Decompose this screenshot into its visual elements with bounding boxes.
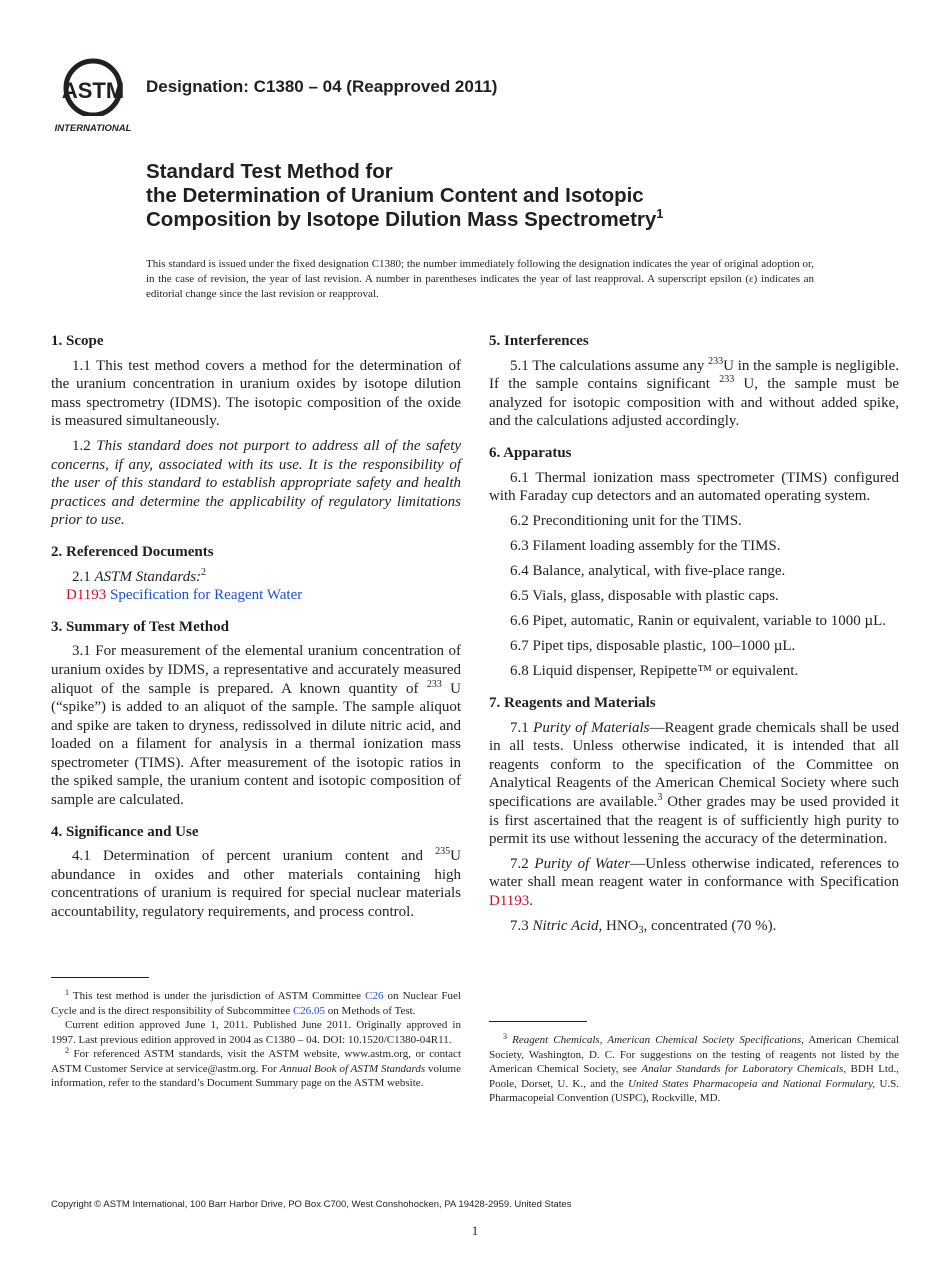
footnote-text: American Chemical Society, Washington, D. C. For suggestions on the testing of reagents not listed by the American Chemical Society, see — [489, 1034, 899, 1075]
summary-text-a: 3.1 For measurement of the elemental uranium concentration of uranium oxides by IDMS, a representative and accurately measured aliquot of the sample is prepared. A known quantity of — [51, 643, 461, 697]
section-heading-significance: 4. Significance and Use — [51, 823, 199, 840]
referenced-item-2-1 — [51, 568, 461, 587]
footnote-text: U.S. Pharmacopeial Convention (USPC), Rockville, MD. — [489, 1077, 900, 1104]
footnote-mark: 2 — [201, 566, 207, 578]
page-number: 1 — [471, 1223, 479, 1238]
summary-text-b: U (“spike”) is added to an aliquot of the sample. The sample aliquot and spike are taken to dryness, redissolved in dilute nitric acid, and loaded on a filament for analysis in a thermal ionization mass spectrometer (TIMS). After measurement of the isotopic ratios in the spiked sample, the uranium content and isotopic composition of sample are calculated. — [51, 680, 461, 809]
paragraph-number: 7.2 — [510, 855, 535, 872]
isotope-sup: 233 — [708, 355, 724, 367]
footnote-text: on Nuclear Fuel Cycle and is the direct responsibility of Subcommittee — [51, 990, 461, 1017]
reagents-text-b: Other grades may be used provided it is first ascertained that the reagent is of sufficiently high purity to permit its use without lessening the accuracy of the determination. — [489, 794, 899, 848]
d1193-link[interactable]: D1193 — [489, 892, 530, 909]
formula-text: HNO — [602, 917, 639, 934]
nitric-acid-label: Nitric Acid, — [532, 917, 603, 934]
isotope-sup: 235 — [435, 846, 451, 858]
significance-text-b: U abundance in oxides and other materials containing high concentrations of uranium is required for special nuclear materials accountability, regulatory requirements, and process control. — [51, 848, 461, 921]
footnote-text: BDH Ltd., Poole, Dorset, U. K., and the — [489, 1063, 899, 1090]
apparatus-item: 6.4 Balance, analytical, with five-place range. — [510, 563, 786, 580]
concentration-text: , concentrated (70 %). — [643, 917, 777, 934]
footnote-text: This test method is under the jurisdiction of ASTM Committee — [69, 990, 366, 1002]
footnote-italic: Reagent Chemicals, American Chemical Society Specifications, — [507, 1034, 804, 1046]
referenced-doc-d1193[interactable] — [51, 586, 461, 605]
apparatus-item: 6.1 Thermal ionization mass spectrometer (TIMS) configured with Faraday cup detectors and an automated operating system. — [489, 469, 899, 505]
period: . — [529, 892, 534, 909]
left-column — [51, 332, 461, 928]
formula-subscript: 3 — [638, 924, 644, 936]
footnote-italic: Analar Standards for Laboratory Chemicals, — [641, 1063, 847, 1075]
section-heading-referenced-documents: 2. Referenced Documents — [51, 543, 214, 560]
paragraph-number: 2.1 — [72, 568, 95, 585]
section-heading-interferences: 5. Interferences — [489, 333, 589, 349]
scope-paragraph-1-1: 1.1 This test method covers a method for the determination of the uranium concentration in uranium oxides by isotope dilution mass spectrometry (IDMS). The isotopic composition of the oxide is measured simultaneously. — [51, 357, 461, 430]
reagents-paragraph-7-3 — [489, 917, 899, 936]
reagents-text-a: —Reagent grade chemicals shall be used in all tests. Unless otherwise indicated, it is intended that all reagents conform to the specification of the Committee on Analytical Reagents of the American Chemical Society where such specifications are available. — [489, 719, 899, 810]
apparatus-item: 6.6 Pipet, automatic, Ranin or equivalent, variable to 1000 µL. — [510, 613, 887, 630]
footnote-divider — [51, 977, 149, 978]
astm-standards-label: ASTM Standards: — [94, 568, 202, 585]
footnote-1 — [51, 989, 461, 1018]
doc-title-link[interactable]: Specification for Reagent Water — [110, 587, 303, 604]
footnote-text: on Methods of Test. — [325, 1004, 416, 1017]
c26-05-link[interactable]: C26.05 — [292, 1004, 326, 1017]
footnote-text: For referenced ASTM standards, visit the ASTM website, www.astm.org, or contact ASTM Customer Service at service@astm.org. For — [51, 1048, 461, 1075]
summary-paragraph-3-1 — [51, 642, 461, 809]
designation: Designation: C1380 – 04 (Reapproved 2011) — [146, 77, 498, 96]
significance-text-a: 4.1 Determination of percent uranium content and — [72, 848, 436, 865]
paragraph-number: 1.2 — [72, 437, 97, 454]
footnotes-right — [489, 1033, 899, 1106]
scope-paragraph-1-2 — [51, 437, 461, 530]
section-heading-apparatus: 6. Apparatus — [489, 444, 572, 461]
preamble: This standard is issued under the fixed designation C1380; the number immediately following the designation indicates the year of original adoption or, in the case of revision, the year of last revision. A number in parentheses indicates the year of last reapproval. A superscript epsilon (ε) indicates an editorial change since the last revision or reapproval. — [146, 258, 814, 300]
logo-subtext: INTERNATIONAL — [54, 123, 132, 134]
apparatus-item: 6.3 Filament loading assembly for the TIMS. — [510, 538, 781, 555]
footnote-text: volume information, refer to the standard’s Document Summary page on the ASTM website. — [51, 1062, 461, 1089]
isotope-sup: 233 — [719, 374, 735, 386]
right-column — [489, 332, 899, 941]
footnote-divider — [489, 1021, 587, 1022]
footnote-3 — [489, 1033, 899, 1106]
safety-statement: This standard does not purport to address all of the safety concerns, if any, associated with its use. It is the responsibility of the user of this standard to establish appropriate safety and health practices and determine the applicability of regulatory limitations prior to use. — [51, 437, 462, 529]
footnote-mark: 2 — [65, 1046, 69, 1055]
footnotes-left — [51, 989, 461, 1091]
reagents-paragraph-7-2 — [489, 855, 899, 911]
section-heading-scope: 1. Scope — [51, 333, 104, 349]
title-line-1: Standard Test Method for — [146, 160, 393, 183]
logo-text: ASTM — [61, 78, 125, 103]
astm-logo — [52, 58, 134, 134]
title-line-2: the Determination of Uranium Content and Isotopic — [146, 184, 644, 207]
significance-paragraph-4-1 — [51, 847, 461, 921]
reagents-text-c: —Unless otherwise indicated, references to water shall mean reagent water in conformance with Specification — [489, 855, 900, 891]
interferences-paragraph-5-1 — [489, 357, 899, 431]
reagents-paragraph-7-1 — [489, 719, 899, 849]
footnote-mark: 3 — [503, 1032, 507, 1041]
footnote-2 — [51, 1047, 461, 1091]
apparatus-item: 6.8 Liquid dispenser, Repipette™ or equivalent. — [510, 663, 799, 680]
apparatus-item: 6.7 Pipet tips, disposable plastic, 100–1000 µL. — [510, 638, 796, 655]
paragraph-number: 7.3 — [510, 917, 533, 934]
title-line-3 — [146, 208, 846, 232]
section-heading-summary: 3. Summary of Test Method — [51, 618, 229, 635]
paragraph-number: 7.1 — [510, 719, 534, 736]
document-title — [146, 160, 846, 232]
interferences-text-b: U in the sample is negligible. If the sample contains significant — [489, 357, 899, 393]
footnote-italic: United States Pharmacopeia and National Formulary, — [628, 1077, 876, 1090]
purity-of-water-label: Purity of Water — [534, 855, 631, 872]
footnote-italic: Annual Book of ASTM Standards — [279, 1062, 426, 1075]
isotope-sup: 233 — [426, 678, 442, 690]
footnote-1-edition: Current edition approved June 1, 2011. Published June 2011. Originally approved in 1997. Last previous edition approved in 2004 as C1380 – 04. DOI: 10.1520/C1380-04R11. — [51, 1019, 461, 1046]
footnote-mark: 3 — [657, 792, 663, 803]
copyright: Copyright © ASTM International, 100 Barr Harbor Drive, PO Box C700, West Conshohocken, PA 19428-2959. United States — [51, 1199, 572, 1210]
title-footnote-mark: 1 — [656, 206, 664, 221]
purity-of-materials-label: Purity of Materials — [533, 719, 650, 736]
doc-code-link[interactable]: D1193 — [66, 587, 107, 604]
interferences-text-a: 5.1 The calculations assume any — [510, 357, 709, 374]
interferences-text-c: U, the sample must be analyzed for isotopic composition with and without added spike, and the calculations adjusted accordingly. — [489, 376, 899, 430]
footnote-mark: 1 — [65, 988, 69, 997]
section-heading-reagents: 7. Reagents and Materials — [489, 695, 656, 712]
c26-link[interactable]: C26 — [365, 990, 384, 1002]
apparatus-item: 6.2 Preconditioning unit for the TIMS. — [510, 513, 742, 530]
title-line-3-text: Composition by Isotope Dilution Mass Spectrometry — [146, 208, 657, 231]
apparatus-item: 6.5 Vials, glass, disposable with plastic caps. — [510, 588, 779, 605]
